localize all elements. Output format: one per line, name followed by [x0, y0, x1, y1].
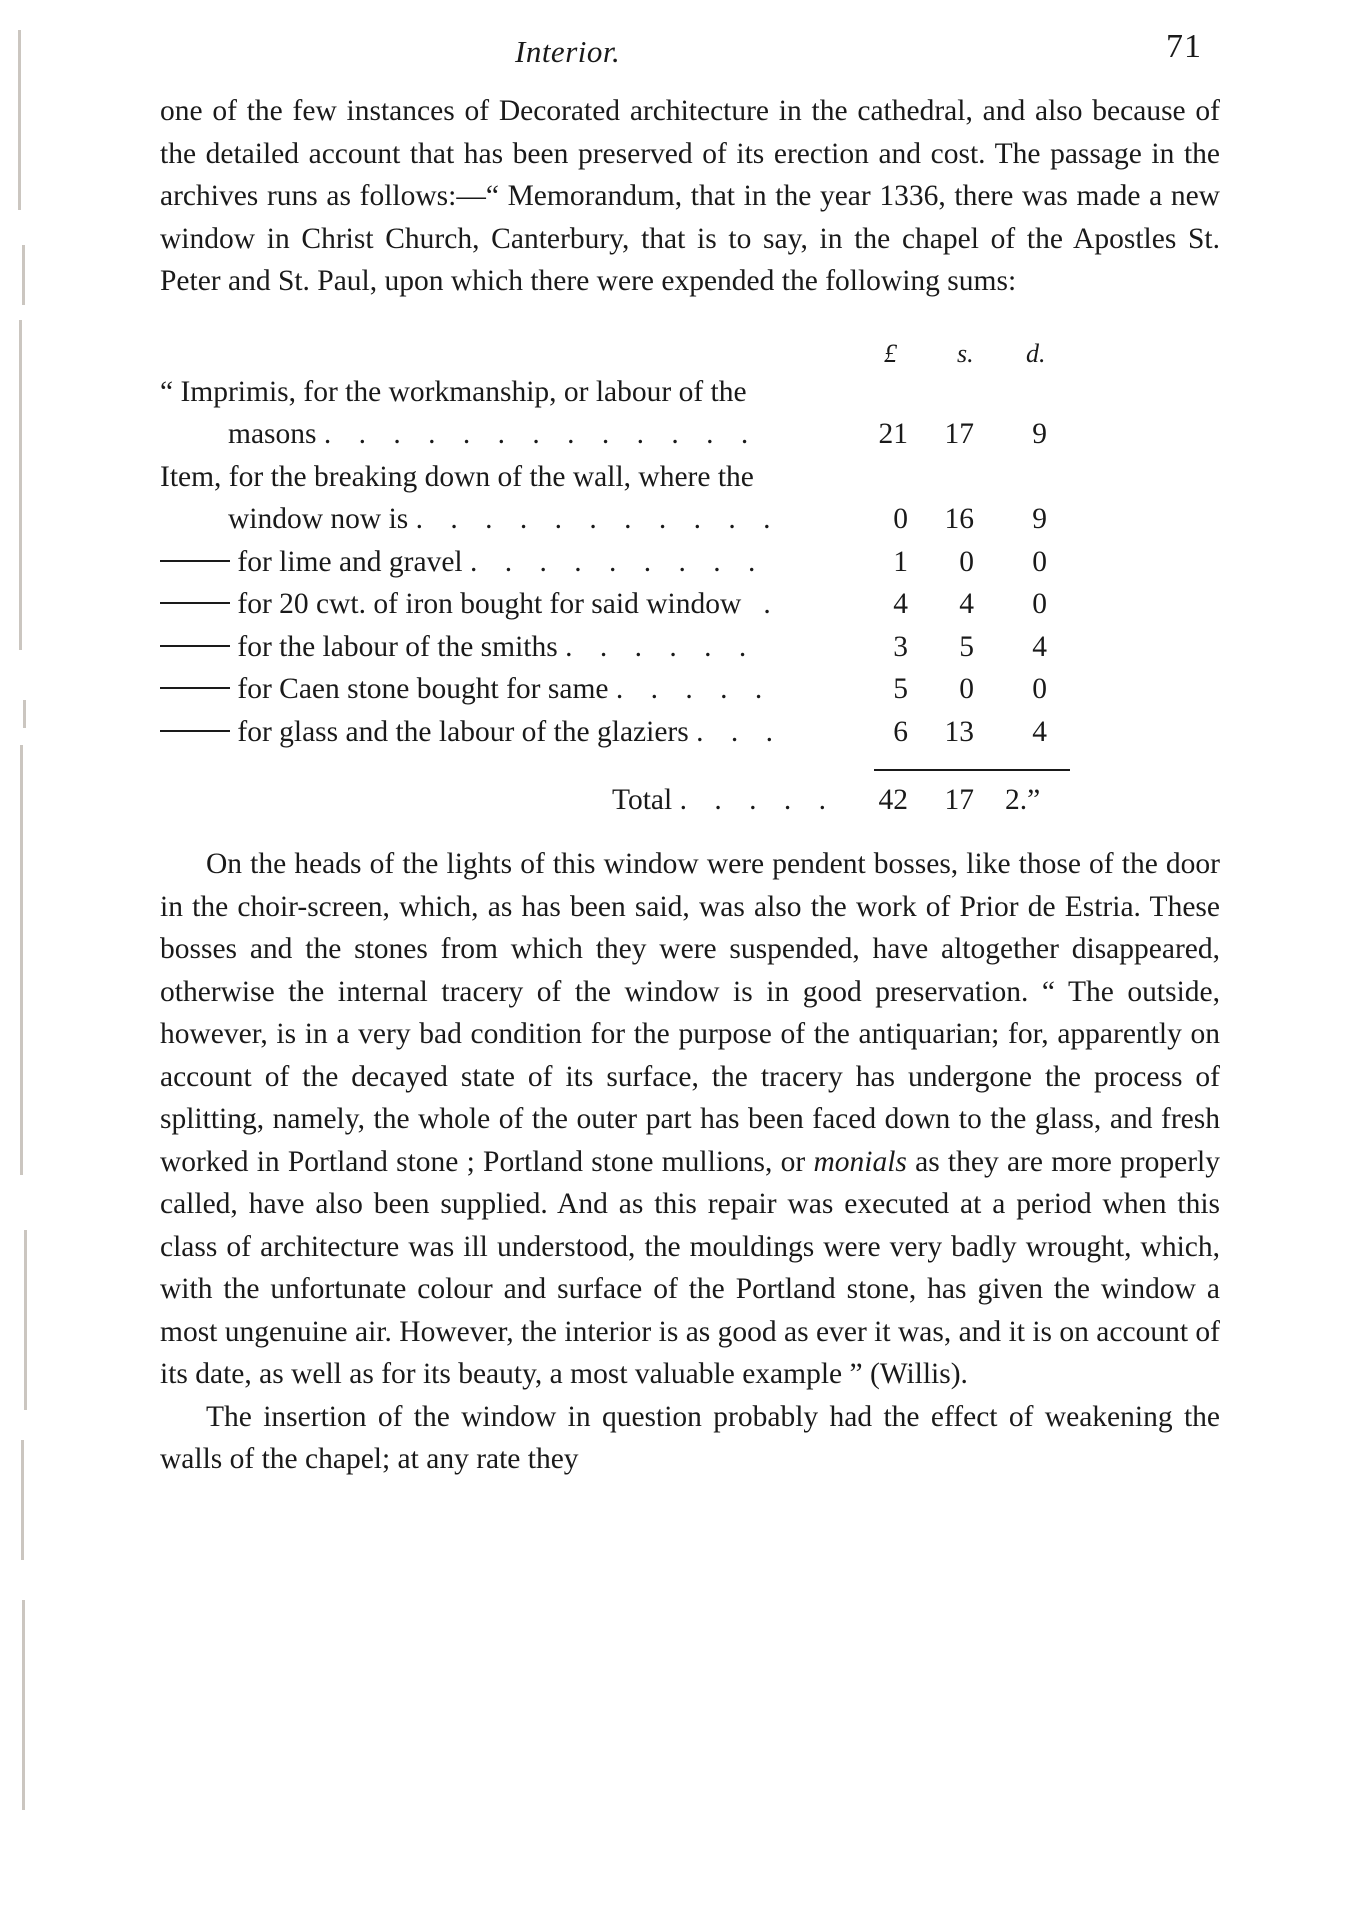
table-row	[160, 413, 1220, 456]
ditto-dash	[160, 602, 230, 604]
row-label: Item, for the breaking down of the wall, where the	[160, 460, 754, 493]
row-pounds: 1	[893, 545, 908, 578]
table-row	[160, 541, 1220, 584]
dot-leader: . . .	[696, 715, 783, 748]
row-pence: 4	[1032, 630, 1047, 663]
italic-term: monials	[813, 1145, 907, 1178]
row-sublabel-text: window now is	[228, 503, 409, 535]
row-pounds: 21	[878, 418, 908, 450]
accounts-table	[160, 333, 1220, 826]
table-row	[160, 456, 1220, 499]
scan-artifact-gutter	[19, 320, 22, 650]
total-pence: 2.”	[1005, 784, 1041, 816]
row-shillings: 17	[944, 418, 974, 450]
dot-leader: . . . . .	[615, 673, 773, 705]
row-pence: 4	[1032, 715, 1047, 748]
column-header-pounds: £	[884, 338, 897, 368]
row-pence: 0	[1032, 673, 1047, 705]
dot-leader: . . . . . . . . . . . . .	[323, 418, 759, 450]
body-text-top	[160, 90, 1220, 303]
row-label-text: for lime and gravel	[237, 545, 463, 578]
dot-leader: . . . . . . . . . . .	[415, 503, 781, 535]
row-shillings: 16	[944, 503, 974, 535]
table-row	[160, 711, 1220, 754]
page-title: Interior.	[515, 34, 621, 69]
page-content	[160, 0, 1220, 1923]
row-label	[160, 668, 772, 711]
scan-artifact-gutter	[20, 745, 23, 1175]
paragraph-after-table-part1: On the heads of the lights of this window were pendent bosses, like those of the door in the choir-screen, which, as has been said, was also the work of Prior de Estria. These bosses and the stones from which they were suspended, have altogether disappeared, otherwise the internal tracery of the window is in good preservation. “ The outside, however, is in a very bad condition for the purpose of the antiquarian; for, apparently on account of the decayed state of its surface, the tracery has undergone the process of splitting, namely, the whole of the outer part has been faced down to the glass, and fresh worked in Portland stone ; Portland stone mullions, or	[160, 848, 1220, 1178]
total-rule	[874, 769, 1070, 771]
paragraph-opening: one of the few instances of Decorated architecture in the cathedral, and also because of the detailed account that has been preserved of its erection and cost. The passage in the archives runs as follows:—“ Memorandum, that in the year 1336, there was made a new window in Christ Church, Canterbury, that is to say, in the chapel of the Apostles St. Peter and St. Paul, upon which there were expended the following sums:	[160, 95, 1220, 297]
dot-leader: . . . . .	[679, 784, 836, 816]
row-label-text: for the labour of the smiths	[237, 630, 558, 663]
row-label	[160, 711, 783, 754]
row-label: “ Imprimis, for the workmanship, or labour of the	[160, 375, 747, 408]
total-label-text: Total	[612, 784, 673, 816]
scan-artifact-gutter	[22, 245, 25, 305]
column-header-shillings: s.	[957, 338, 974, 368]
ditto-dash	[160, 560, 230, 562]
accounts-column-headers	[160, 333, 1220, 371]
row-label	[160, 541, 765, 584]
dot-leader: .	[763, 588, 781, 620]
table-total-row	[160, 779, 1220, 825]
row-pence: 0	[1032, 588, 1047, 620]
table-row	[160, 626, 1220, 669]
row-pence: 0	[1032, 545, 1047, 578]
row-pounds: 5	[893, 673, 908, 705]
row-pounds: 4	[893, 588, 908, 620]
row-label-text: for Caen stone bought for same	[237, 673, 609, 705]
table-row	[160, 668, 1220, 711]
scan-artifact-gutter	[24, 1230, 27, 1410]
table-row	[160, 371, 1220, 414]
scan-artifact-gutter	[21, 1440, 24, 1560]
row-pounds: 0	[893, 503, 908, 535]
total-pounds: 42	[878, 784, 908, 816]
row-label-text: for 20 cwt. of iron bought for said window	[237, 588, 742, 620]
paragraph-after-table-part2: as they are more properly called, have also been supplied. And as this repair was executed at a period when this class of architecture was ill understood, the mouldings were very badly wrought, which, with the unfortunate colour and surface of the Portland stone, has given the window a most ungenuine air. However, the interior is as good as ever it was, and it is on account of its date, as well as for its beauty, a most valuable example ” (Willis).	[160, 1145, 1220, 1390]
running-head	[160, 0, 1220, 90]
total-label	[612, 779, 836, 822]
row-sublabel-text: masons	[228, 418, 317, 450]
row-shillings: 0	[959, 673, 974, 705]
scan-artifact-gutter	[23, 700, 26, 728]
paragraph-after-table	[160, 843, 1220, 1396]
row-pence: 9	[1032, 418, 1047, 450]
row-sublabel	[228, 498, 781, 541]
row-label	[160, 583, 781, 626]
row-label-text: for glass and the labour of the glaziers	[237, 715, 689, 748]
page-number: 71	[1166, 28, 1202, 65]
table-row	[160, 498, 1220, 541]
row-shillings: 5	[959, 630, 974, 663]
scan-artifact-gutter	[22, 1600, 25, 1810]
row-shillings: 0	[959, 545, 974, 578]
body-text-bottom	[160, 843, 1220, 1481]
row-shillings: 4	[959, 588, 974, 620]
column-header-pence: d.	[1026, 338, 1046, 368]
ditto-dash	[160, 730, 230, 732]
table-row	[160, 583, 1220, 626]
dot-leader: . . . . . .	[565, 630, 757, 663]
row-pence: 9	[1032, 503, 1047, 535]
row-shillings: 13	[944, 715, 974, 748]
row-label	[160, 626, 756, 669]
ditto-dash	[160, 687, 230, 689]
row-sublabel	[228, 413, 758, 456]
dot-leader: . . . . . . . . .	[470, 545, 766, 578]
total-shillings: 17	[944, 784, 974, 816]
paragraph-closing: The insertion of the window in question probably had the effect of weakening the walls of the chapel; at any rate they	[160, 1400, 1220, 1475]
row-pounds: 3	[893, 630, 908, 663]
scan-artifact-gutter	[18, 30, 21, 210]
ditto-dash	[160, 645, 230, 647]
row-pounds: 6	[893, 715, 908, 748]
